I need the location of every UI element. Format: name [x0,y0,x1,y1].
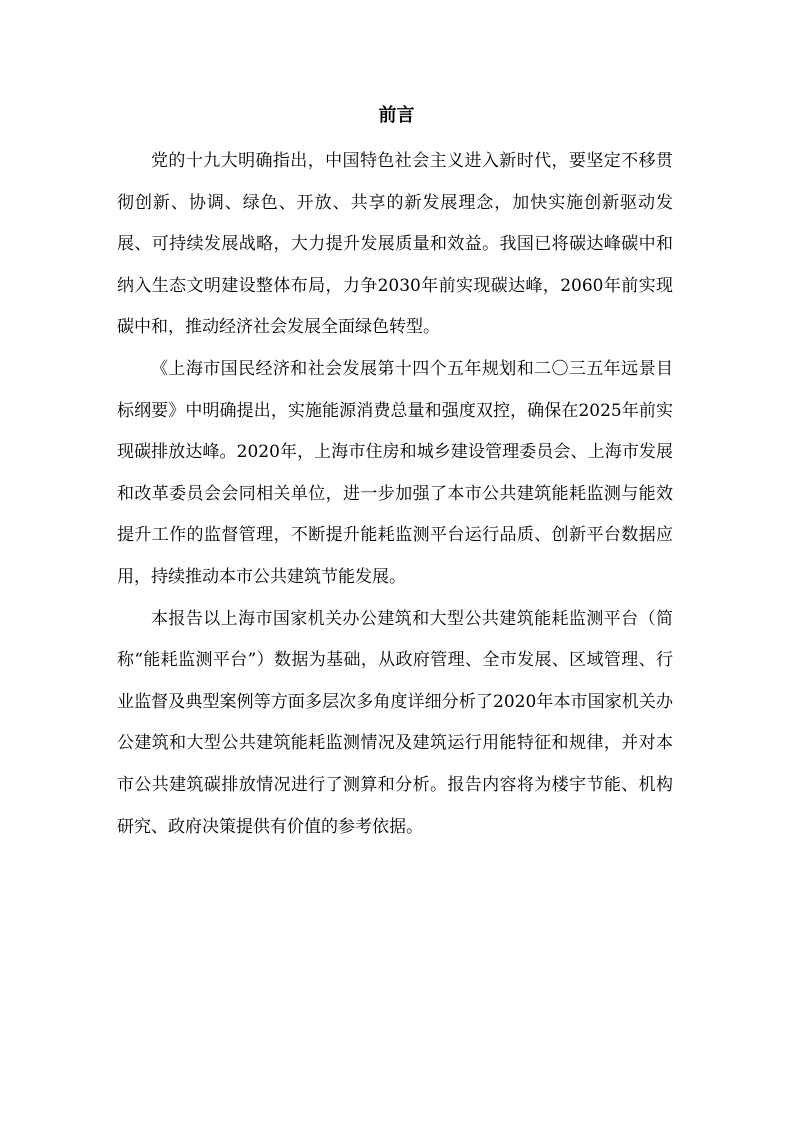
document-body [117,141,673,848]
paragraph-3: 本报告以上海市国家机关办公建筑和大型公共建筑能耗监测平台（简称“能耗监测平台”）数据为基础，从政府管理、全市发展、区域管理、行业监督及典型案例等方面多层次多角度详细分析了2020年本市国家机关办公建筑和大型公共建筑能耗监测情况及建筑运行用能特征和规律，并对本市公共建筑碳排放情况进行了测算和分析。报告内容将为楼宇节能、机构研究、政府决策提供有价值的参考依据。 [117,608,673,837]
page-title: 前言 [378,105,415,126]
paragraph-1: 党的十九大明确指出，中国特色社会主义进入新时代，要坚定不移贯彻创新、协调、绿色、开放、共享的新发展理念，加快实施创新驱动发展、可持续发展战略，大力提升发展质量和效益。我国已将碳达峰碳中和纳入生态文明建设整体布局，力争2030年前实现碳达峰，2060年前实现碳中和，推动经济社会发展全面绿色转型。 [117,151,673,338]
paragraph-2: 《上海市国民经济和社会发展第十四个五年规划和二〇三五年远景目标纲要》中明确提出，实施能源消费总量和强度双控，确保在2025年前实现碳排放达峰。2020年，上海市住房和城乡建设管理委员会、上海市发展和改革委员会会同相关单位，进一步加强了本市公共建筑能耗监测与能效提升工作的监督管理，不断提升能耗监测平台运行品质、创新平台数据应用，持续推动本市公共建筑节能发展。 [117,358,673,587]
